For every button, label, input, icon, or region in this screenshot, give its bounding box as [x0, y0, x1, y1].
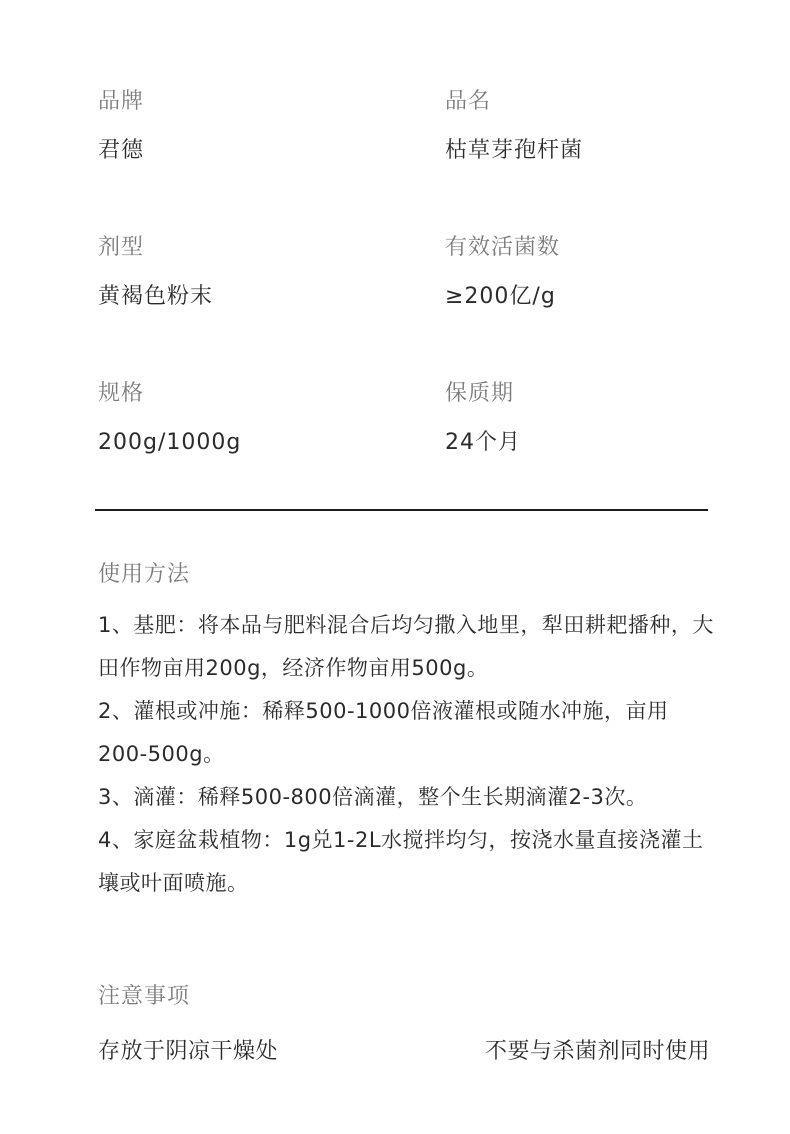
- spec-package-size: [98, 378, 445, 524]
- note-storage: 存放于阴凉干燥处: [98, 1039, 279, 1064]
- notes-title: 注意事项: [98, 984, 191, 1009]
- spec-formulation: [98, 232, 445, 378]
- usage-item: 2、灌根或冲施：稀释500-1000倍液灌根或随水冲施，亩用200-500g。: [98, 699, 669, 766]
- spec-value: 24个月: [445, 430, 521, 455]
- spec-value: 200g/1000g: [98, 430, 242, 455]
- spec-label: 规格: [98, 381, 145, 406]
- spec-row: [98, 232, 718, 378]
- spec-viable-count: [445, 232, 718, 378]
- spec-value: 枯草芽孢杆菌: [445, 138, 584, 163]
- usage-list: [98, 604, 716, 905]
- spec-value: 君德: [98, 138, 145, 163]
- notes-row: [98, 1034, 710, 1070]
- usage-section: [98, 558, 716, 905]
- notes-section: [98, 980, 710, 1070]
- spec-shelf-life: [445, 378, 718, 524]
- spec-row: [98, 378, 718, 524]
- spec-label: 品名: [445, 89, 492, 114]
- usage-item: 1、基肥：将本品与肥料混合后均匀撒入地里，犁田耕耙播种，大田作物亩用200g，经济作物亩用500g。: [98, 613, 714, 680]
- spec-value: 黄褐色粉末: [98, 284, 214, 309]
- section-divider: [95, 509, 708, 511]
- spec-label: 有效活菌数: [445, 235, 561, 260]
- spec-brand: [98, 86, 445, 232]
- spec-label: 品牌: [98, 89, 145, 114]
- usage-item: 4、家庭盆栽植物：1g兑1-2L水搅拌均匀，按浇水量直接浇灌土壤或叶面喷施。: [98, 828, 704, 895]
- note-caution: 不要与杀菌剂同时使用: [484, 1039, 710, 1064]
- spec-value: ≥200亿/g: [445, 284, 556, 309]
- spec-row: [98, 86, 718, 232]
- spec-label: 保质期: [445, 381, 515, 406]
- usage-title: 使用方法: [98, 562, 191, 587]
- spec-label: 剂型: [98, 235, 145, 260]
- spec-product-name: [445, 86, 718, 232]
- spec-grid: [98, 86, 718, 524]
- usage-item: 3、滴灌：稀释500-800倍滴灌，整个生长期滴灌2-3次。: [98, 785, 648, 809]
